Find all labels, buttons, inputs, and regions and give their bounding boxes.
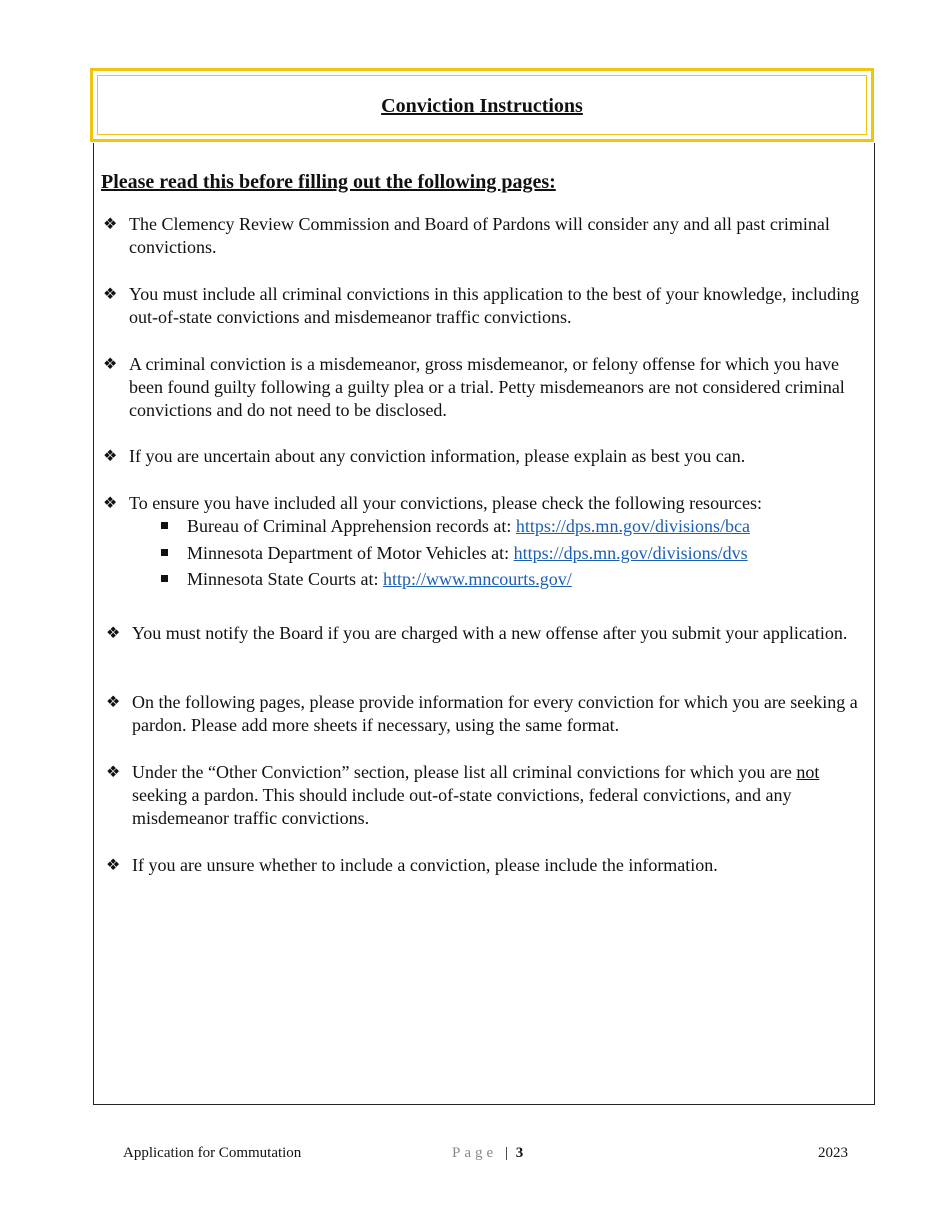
bullet-diamond-icon: ❖ xyxy=(103,356,118,373)
resource-text xyxy=(187,515,750,538)
list-item-text: The Clemency Review Commission and Board of Pardons will consider any and all past criminal convictions. xyxy=(129,214,830,257)
bullet-diamond-icon: ❖ xyxy=(103,286,118,303)
bullet-diamond-icon: ❖ xyxy=(103,216,118,233)
list-item-text: A criminal conviction is a misdemeanor, gross misdemeanor, or felony offense for which you have been found guilty following a guilty plea or a trial. Petty misdemeanors are not considered criminal convictions and do not need to be disclosed. xyxy=(129,354,845,420)
resource-link-dvs[interactable]: https://dps.mn.gov/divisions/dvs xyxy=(513,543,748,563)
square-bullet-icon xyxy=(161,549,168,556)
bullet-diamond-icon: ❖ xyxy=(106,694,121,711)
resource-link-courts[interactable]: http://www.mncourts.gov/ xyxy=(382,569,572,589)
list-item-text: You must include all criminal convictions in this application to the best of your knowledge, including out-of-state convictions and misdemeanor traffic convictions. xyxy=(129,284,860,327)
emphasis-not: not xyxy=(796,762,820,782)
bullet-diamond-icon: ❖ xyxy=(106,764,121,781)
bullet-diamond-icon: ❖ xyxy=(106,857,121,874)
page-title: Conviction Instructions xyxy=(381,95,583,117)
header-box xyxy=(90,68,874,142)
resource-text xyxy=(187,542,748,565)
footer-page-number xyxy=(452,1145,523,1162)
list-item-text: To ensure you have included all your convictions, please check the following resources: xyxy=(129,493,763,513)
resource-label: Minnesota Department of Motor Vehicles at: xyxy=(187,543,514,563)
square-bullet-icon xyxy=(161,522,168,529)
resource-label: Bureau of Criminal Apprehension records at: xyxy=(187,516,516,536)
bullet-diamond-icon: ❖ xyxy=(106,625,121,642)
page-label: Page xyxy=(452,1145,498,1161)
list-item-text: Under the “Other Conviction” section, please list all criminal convictions for which you are not seeking a pardon. This should include out-of-state convictions, federal convictions, and any misdemeanor traffic convictions. xyxy=(132,762,820,828)
resource-label: Minnesota State Courts at: xyxy=(187,569,383,589)
footer-year: 2023 xyxy=(818,1145,848,1161)
square-bullet-icon xyxy=(161,575,168,582)
list-item-text: If you are unsure whether to include a conviction, please include the information. xyxy=(132,855,718,875)
page-number: 3 xyxy=(515,1145,524,1161)
section-heading: Please read this before filling out the following pages: xyxy=(101,171,556,193)
bullet-diamond-icon: ❖ xyxy=(103,448,118,465)
footer-document-title: Application for Commutation xyxy=(123,1145,302,1161)
bullet-diamond-icon: ❖ xyxy=(103,495,118,512)
resource-text xyxy=(187,568,572,591)
list-item-text: You must notify the Board if you are charged with a new offense after you submit your application. xyxy=(132,623,848,643)
resource-link-bca[interactable]: https://dps.mn.gov/divisions/bca xyxy=(515,516,750,536)
list-item-text: On the following pages, please provide information for every conviction for which you are seeking a pardon. Please add more sheets if necessary, using the same format. xyxy=(132,692,858,735)
page-separator: | xyxy=(504,1145,508,1161)
list-item-text: If you are uncertain about any conviction information, please explain as best you can. xyxy=(129,446,746,466)
